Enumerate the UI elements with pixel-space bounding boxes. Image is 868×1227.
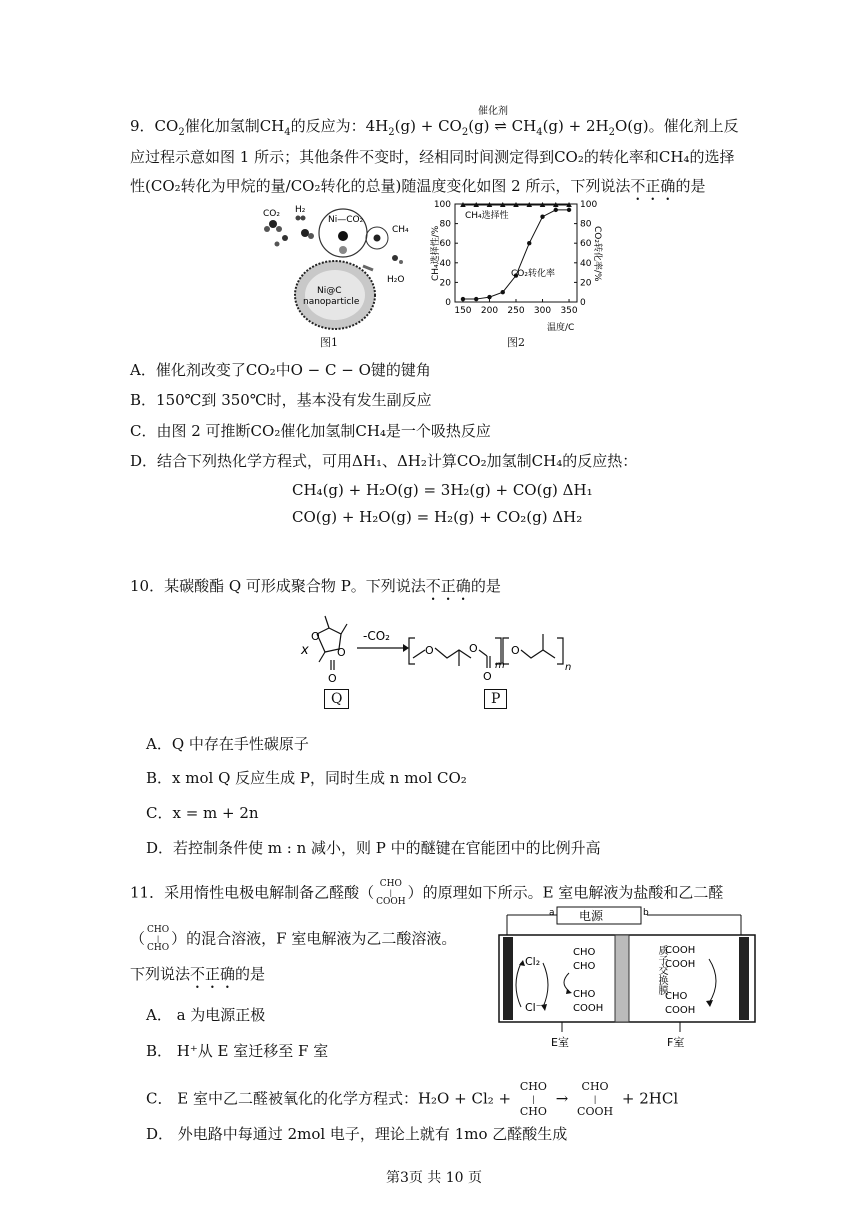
q9-stem-line1: 9．$CO_2$催化加氢制$CH_4$的反应为：$4H_2(g) + CO_2(g)$ ⇌ $CH_4(g) + 2H_2O(g)$。催化剂上反 [130,117,739,138]
carbonyl-o: O [328,672,337,685]
x-coefficient: x [301,643,309,658]
f-room-cooh-bottom: COOH [665,959,696,970]
ch4-label: CH₄ [392,225,409,235]
electrolysis-cell-diagram [497,907,759,1052]
left-electrode [503,937,513,1020]
q11-stem-line1: 11．采用惰性电极电解制备乙醛酸（ CHO | COOH）的原理如下所示。E 室电解液为盐酸和乙二醛 [130,879,724,907]
co2-conversion-point [474,297,478,301]
q9-option-a[interactable]: A．催化剂改变了CO₂中O − C − O键的键角 [130,361,431,379]
x-tick-label: 300 [533,306,552,316]
q11-option-a[interactable]: A． a 为电源正极 [146,1006,266,1024]
y-axis-left-label: CH₄选择性/% [431,225,441,281]
label-p: P [484,689,507,709]
thermo-equation-1: CH₄(g) + H₂O(g) = 3H₂(g) + CO(g) ΔH₁ [292,481,593,499]
power-supply-label: 电源 [579,909,604,923]
e-room-cho-bottom: CHO [573,961,596,972]
cl2-label: Cl₂ [525,955,541,968]
nanoparticle-label-1: Ni@C [317,286,342,296]
series-line-1 [463,210,569,299]
co2-conversion-point [554,208,558,212]
ring-o-1: O [311,630,320,643]
co2-conversion-point [461,297,465,301]
x-axis-label: 温度/C [547,323,575,333]
q10-option-b[interactable]: B．x mol Q 反应生成 P，同时生成 n mol CO₂ [146,769,467,787]
page-footer: 第3页 共 10 页 [385,1170,483,1186]
e-room-cho-top: CHO [573,947,596,958]
legend-co2-conversion: CO₂转化率 [511,269,555,279]
terminal-a: a [549,908,555,918]
q9-stem-line3: 性(CO₂转化为甲烷的量/CO₂转化的总量)随温度变化如图 2 所示，下列说法不正确的是 [130,177,706,195]
co2-conversion-point [487,295,491,299]
h2-label: H₂ [295,205,306,215]
y-axis-right-label: CO₂转化率/% [592,226,602,282]
e-room-product-cooh: COOH [573,1003,604,1014]
f-room-label: F室 [667,1036,685,1049]
x-tick-label: 350 [560,306,578,316]
q9-option-b[interactable]: B．150℃到 350℃时，基本没有发生副反应 [130,391,432,409]
q11-stem-line2: （ CHO | CHO）的混合溶液，F 室电解液为乙二酸溶液。 [130,925,457,953]
minus-co2-label: -CO₂ [363,629,390,643]
adsorbed-co2-atom [338,231,348,241]
y-tick-label-left: 0 [445,298,451,308]
co2-conversion-point [540,215,544,219]
y-tick-label-left: 80 [439,219,451,230]
ether-o-2: O [511,644,520,657]
f-room-product-cho: CHO [665,991,688,1002]
q9-stem-line2: 应过程示意如图 1 所示；其他条件不变时，经相同时间测定得到CO₂的转化率和CH₄的选择 [130,148,735,166]
y-tick-label-left: 20 [439,278,451,289]
catalyst-label: 催化剂 [478,106,508,117]
terminal-b: b [643,908,649,918]
x-tick-label: 150 [454,306,472,316]
co2-h2-reactant-molecules [264,216,314,247]
right-electrode [739,937,749,1020]
x-tick-label: 200 [480,306,499,316]
q11-stem-line3: 下列说法不正确的是 [130,965,266,983]
carbonate-ring [317,616,347,670]
q10-option-c[interactable]: C．x = m + 2n [146,804,259,822]
f-room-product-cooh: COOH [665,1005,696,1016]
y-tick-label-right: 60 [580,239,592,250]
label-q: Q [324,689,349,709]
co2-conversion-point [527,241,531,245]
q11-option-b[interactable]: B． H⁺从 E 室迁移至 F 室 [146,1042,329,1060]
y-tick-label-left: 100 [433,200,451,210]
thermo-equation-2: CO(g) + H₂O(g) = H₂(g) + CO₂(g) ΔH₂ [292,508,583,526]
co2-conversion-point [501,290,505,294]
nanoparticle-label-2: nanoparticle [303,297,360,307]
ni-co2-label: Ni—CO₂ [328,215,364,225]
q10-option-a[interactable]: A．Q 中存在手性碳原子 [146,735,309,753]
f-room-cooh-top: COOH [665,945,696,956]
carbonyl-o-polymer: O [483,670,492,683]
y-tick-label-right: 40 [580,258,592,269]
y-tick-label-left: 60 [439,239,451,250]
legend-ch4-selectivity: CH₄选择性 [465,211,509,221]
y-tick-label-left: 40 [439,258,451,269]
q11-option-d[interactable]: D． 外电路中每通过 2mol 电子，理论上就有 1mo 乙醛酸生成 [146,1125,568,1143]
ether-o: O [425,644,434,657]
figure-1-caption: 图1 [320,336,338,349]
y-tick-label-right: 80 [580,219,592,230]
figure-2-chart [425,196,600,334]
subscript-n: n [565,662,572,673]
y-tick-label-right: 100 [580,200,598,210]
subscript-m: m [495,660,505,671]
figure-1-catalyst-diagram [255,198,425,333]
y-tick-label-right: 0 [580,298,586,308]
y-tick-label-right: 20 [580,278,592,289]
ring-o-2: O [337,646,346,659]
q9-option-d[interactable]: D．结合下列热化学方程式，可用ΔH₁、ΔH₂计算CO₂加氢制CH₄的反应热： [130,452,638,470]
membrane-label: 质子交换膜 [617,945,667,956]
q11-option-c[interactable]: C． E 室中乙二醛被氧化的化学方程式：H₂O + Cl₂ + CHO | CHO → CHO | COOH + 2HCl [146,1080,679,1118]
q10-stem: 10．某碳酸酯 Q 可形成聚合物 P。下列说法不正确的是 [130,577,501,595]
co2-conversion-point [567,208,571,212]
e-room-product-cho: CHO [573,989,596,1000]
co2-label: CO₂ [263,209,280,219]
cl-minus-label: Cl⁻ [525,1001,542,1014]
q9-option-c[interactable]: C．由图 2 可推断CO₂催化加氢制CH₄是一个吸热反应 [130,422,491,440]
h2o-label: H₂O [387,275,405,285]
e-room-label: E室 [551,1036,569,1049]
ester-o: O [469,642,478,655]
figure-2-caption: 图2 [507,336,525,349]
x-tick-label: 250 [507,306,525,316]
q10-option-d[interactable]: D．若控制条件使 m : n 减小，则 P 中的醚键在官能团中的比例升高 [146,839,601,857]
